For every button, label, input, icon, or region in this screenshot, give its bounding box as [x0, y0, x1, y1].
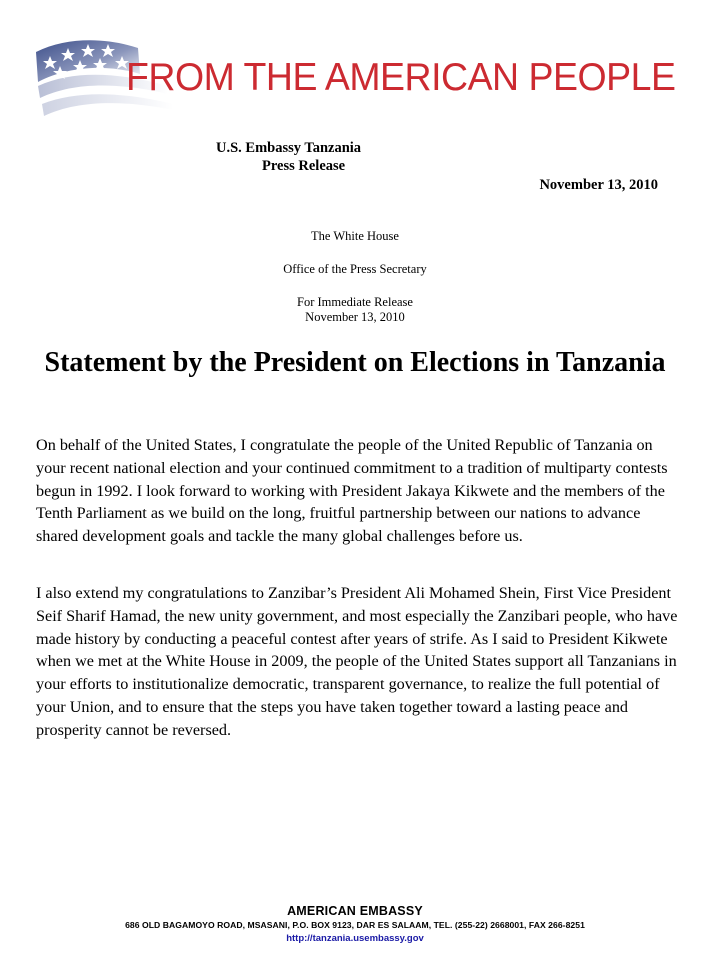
immediate-release-block: [0, 295, 710, 325]
footer-address: 686 OLD BAGAMOYO ROAD, MSASANI, P.O. BOX 9123, DAR ES SALAAM, TEL. (255-22) 2668001, FAX 266-8251: [125, 920, 585, 930]
press-release-label: Press Release: [262, 158, 346, 174]
embassy-name: U.S. Embassy Tanzania: [216, 140, 362, 156]
body-paragraph-1: On behalf of the United States, I congratulate the people of the United Republic of Tanzania on your recent national election and your continued commitment to a tradition of multiparty contests begun in 1992. I look forward to working with President Jakaya Kikwete and the members of the Tenth Parliament as we build on the long, fruitful partnership between our nations to advance shared development goals and tackle the many global challenges before us.: [36, 436, 668, 546]
press-office-label: Office of the Press Secretary: [283, 262, 427, 276]
body-paragraph-2: I also extend my congratulations to Zanzibar’s President Ali Mohamed Shein, First Vice President Seif Sharif Hamad, the new unity government, and most especially the Zanzibari people, who have made history by conducting a peaceful contest after years of strife. As I said to President Kikwete when we met at the White House in 2009, the people of the United States support all Tanzanians in your efforts to institutionalize democratic, transparent governance, to realize the full potential of your Union, and to ensure that the steps you have taken together toward a lasting peace and prosperity cannot be reversed.: [36, 584, 678, 739]
white-house-label: The White House: [311, 229, 399, 243]
footer-embassy-title: AMERICAN EMBASSY: [287, 904, 423, 918]
statement-headline: Statement by the President on Elections in Tanzania: [44, 347, 666, 378]
release-date: November 13, 2010: [539, 177, 658, 193]
release-type: For Immediate Release: [297, 295, 413, 309]
banner-title: FROM THE AMERICAN PEOPLE: [126, 56, 676, 99]
footer-website-link[interactable]: http://tanzania.usembassy.gov: [286, 933, 424, 944]
embassy-heading: [216, 139, 361, 175]
white-house-release-date: November 13, 2010: [305, 310, 405, 324]
